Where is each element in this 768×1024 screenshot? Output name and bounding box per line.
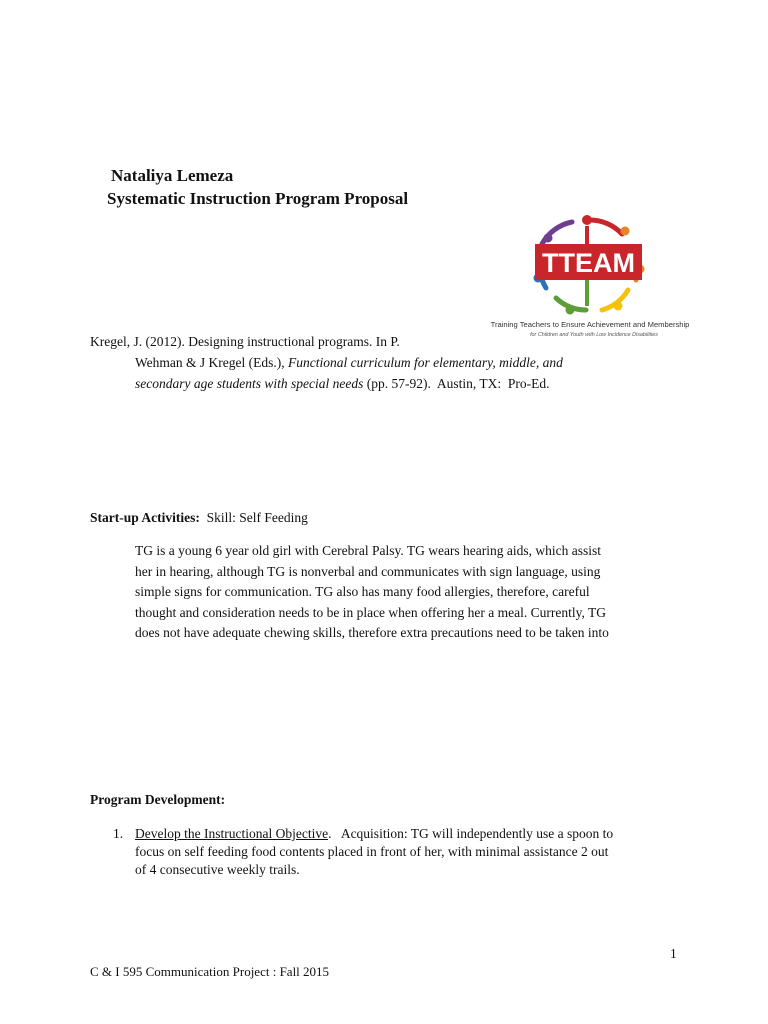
- reference-line-3: [135, 375, 549, 393]
- document-title: Systematic Instruction Program Proposal: [107, 189, 409, 208]
- program-item-number: 1.: [113, 826, 124, 841]
- reference-line-2: [135, 354, 563, 372]
- program-item-line-1: [135, 825, 613, 843]
- startup-line: simple signs for communication. TG also has many food allergies, therefore, careful: [135, 584, 590, 599]
- tteam-logo: [490, 214, 690, 342]
- tteam-tagline-1: Training Teachers to Ensure Achievement and Membership: [490, 320, 690, 329]
- startup-line: TG is a young 6 year old girl with Cerebral Palsy. TG wears hearing aids, which assist: [135, 543, 602, 558]
- program-item-line-3: of 4 consecutive weekly trails.: [135, 862, 300, 877]
- footer-course: C & I 595 Communication Project : Fall 2015: [90, 964, 330, 979]
- reference-part2: Wehman & J Kregel (Eds.),: [135, 355, 288, 370]
- author-name: Nataliya Lemeza: [111, 166, 234, 185]
- startup-heading: Start-up Activities:: [90, 510, 200, 525]
- tteam-wordmark: TTEAM: [542, 248, 635, 278]
- startup-skill: Skill: Self Feeding: [199, 510, 308, 525]
- startup-line: her in hearing, although TG is nonverbal and communicates with sign language, using: [135, 563, 601, 579]
- instructional-objective-link: Develop the Instructional Objective: [135, 826, 329, 841]
- reference-line-1: [90, 333, 400, 351]
- reference-book-title-1: Functional curriculum for elementary, middle, and: [288, 355, 563, 370]
- startup-paragraph: [135, 541, 695, 644]
- reference-part1: Kregel, J. (2012). Designing instructional programs. In P.: [90, 334, 400, 349]
- startup-line: thought and consideration needs to be in place when offering her a meal. Currently, TG: [135, 604, 606, 620]
- page-number: 1: [670, 946, 677, 961]
- startup-heading-line: [90, 509, 308, 527]
- startup-line: does not have adequate chewing skills, therefore extra precautions need to be taken into: [135, 625, 609, 640]
- program-item-text-1: . Acquisition: TG will independently use a spoon to: [328, 826, 614, 841]
- program-item-line-2: focus on self feeding food contents placed in front of her, with minimal assistance 2 out: [135, 844, 609, 859]
- program-heading: Program Development:: [90, 792, 226, 807]
- reference-part3: (pp. 57-92). Austin, TX: Pro-Ed.: [363, 376, 550, 391]
- tteam-logo-graphic: [490, 214, 690, 342]
- tteam-tagline-2: for Children and Youth with Low Incidence Disabilities: [530, 332, 658, 338]
- reference-book-title-2: secondary age students with special needs: [135, 376, 364, 391]
